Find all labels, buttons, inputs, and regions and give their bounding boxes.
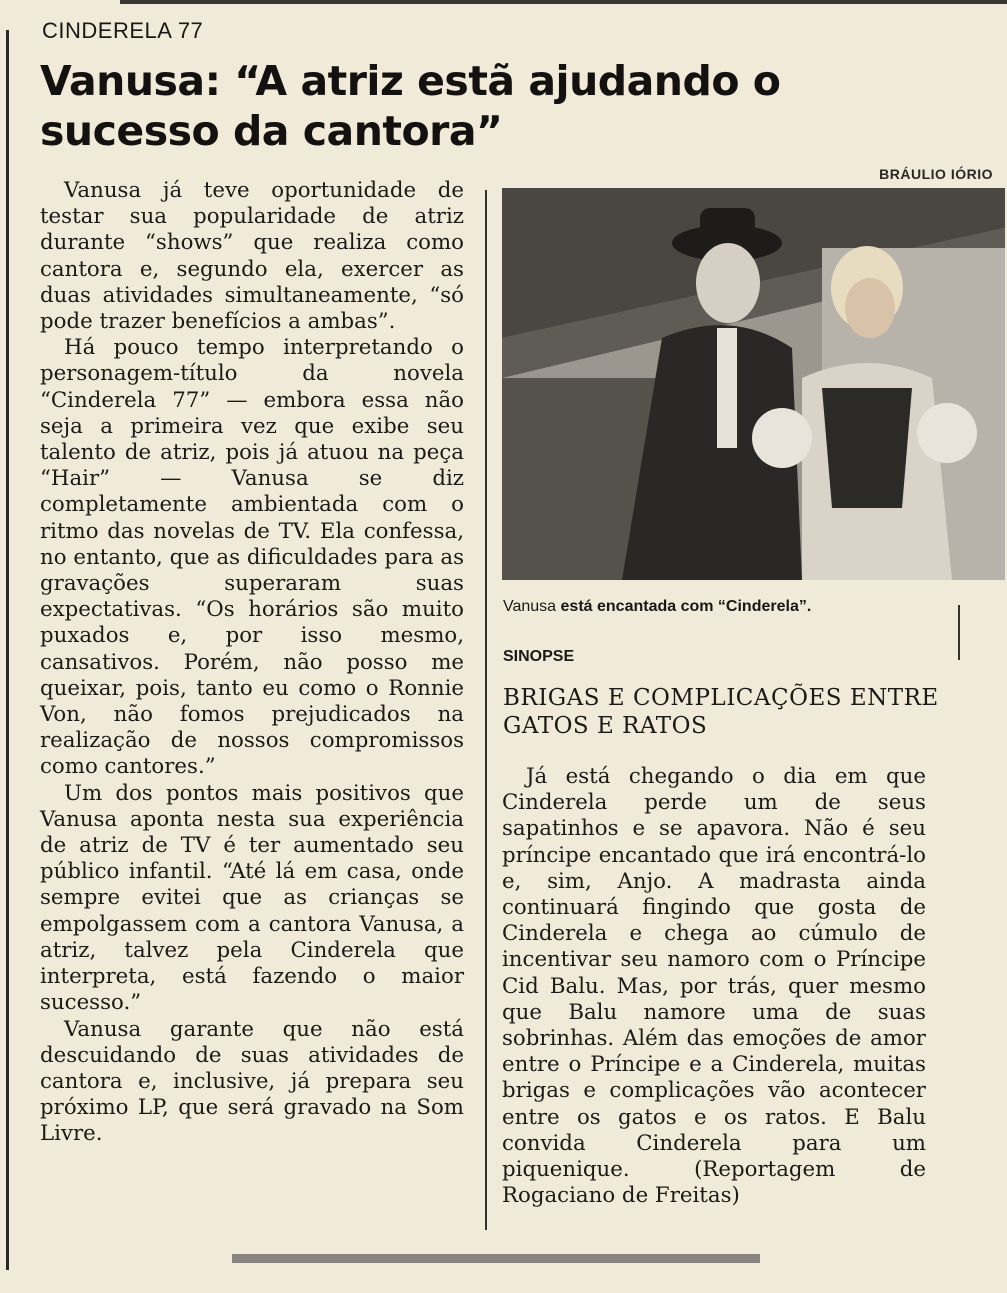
sinopse-body xyxy=(502,764,926,1209)
scene-photo xyxy=(502,188,1005,580)
article-paragraph: Um dos pontos mais positivos que Vanusa aponta nesta sua experiência de atriz de TV é ter aumentado seu público infantil. “Até lá em casa, onde sempre evitei que as crianças se empolgassem com a cantora Vanusa, a atriz, talvez pela Cinderela que interpreta, está fazendo o maior sucesso.” xyxy=(40,780,464,1016)
column-divider xyxy=(485,190,487,1230)
left-border-rule xyxy=(6,30,9,1270)
caption-lead: Vanusa xyxy=(503,598,561,615)
scene-photo-illustration xyxy=(502,188,1005,580)
caption-divider xyxy=(958,605,960,660)
bottom-rule xyxy=(232,1254,760,1263)
sinopse-title: BRIGAS E COMPLICAÇÕES ENTRE GATOS E RATOS xyxy=(503,685,939,739)
article-paragraph: Vanusa garante que não está descuidando de suas atividades de cantora e, inclusive, já prepara seu próximo LP, que será gravado na Som Livre. xyxy=(40,1016,464,1147)
sinopse-paragraph: Já está chegando o dia em que Cinderela perde um de seus sapatinhos e se apavora. Não é seu príncipe encantado que irá encontrá-lo e, sim, Anjo. A madrasta ainda continuará fingindo que gosta de Cinderela e chega ao cúmulo de incentivar seu namoro com o Príncipe Cid Balu. Mas, por trás, quer mesmo que Balu namore uma de suas sobrinhas. Além das emoções de amor entre o Príncipe e a Cinderela, muitas brigas e complicações vão acontecer entre os gatos e os ratos. E Balu convida Cinderela para um piquenique. (Reportagem de Rogaciano de Freitas) xyxy=(502,764,926,1209)
sinopse-label: SINOPSE xyxy=(503,648,575,665)
article-paragraph: Há pouco tempo interpretando o personagem-título da novela “Cinderela 77” — embora essa não seja a primeira vez que exibe seu talento de atriz, pois já atuou na peça “Hair” — Vanusa se diz completamente ambientada com o ritmo das novelas de TV. Ela confessa, no entanto, que as dificuldades para as gravações superaram suas expectativas. “Os horários são muito puxados e, por isso mesmo, cansativos. Porém, não posso me queixar, pois, tanto eu como o Ronnie Von, não fomos prejudicados na realização de nossos compromissos como cantores.” xyxy=(40,335,464,780)
top-border-rule xyxy=(120,0,1007,4)
byline: BRÁULIO IÓRIO xyxy=(879,166,993,182)
article-paragraph: Vanusa já teve oportunidade de testar sua popularidade de atriz durante “shows” que realiza como cantora e, segundo ela, exercer as duas atividades simultaneamente, “só pode trazer benefícios a ambas”. xyxy=(40,178,464,335)
headline: Vanusa: “A atriz estã ajudando o sucesso da cantora” xyxy=(40,57,781,155)
photo-caption xyxy=(503,598,963,616)
caption-rest: está encantada com “Cinderela”. xyxy=(560,598,812,615)
section-label: CINDERELA 77 xyxy=(42,18,204,43)
article-body-column xyxy=(40,178,464,1148)
